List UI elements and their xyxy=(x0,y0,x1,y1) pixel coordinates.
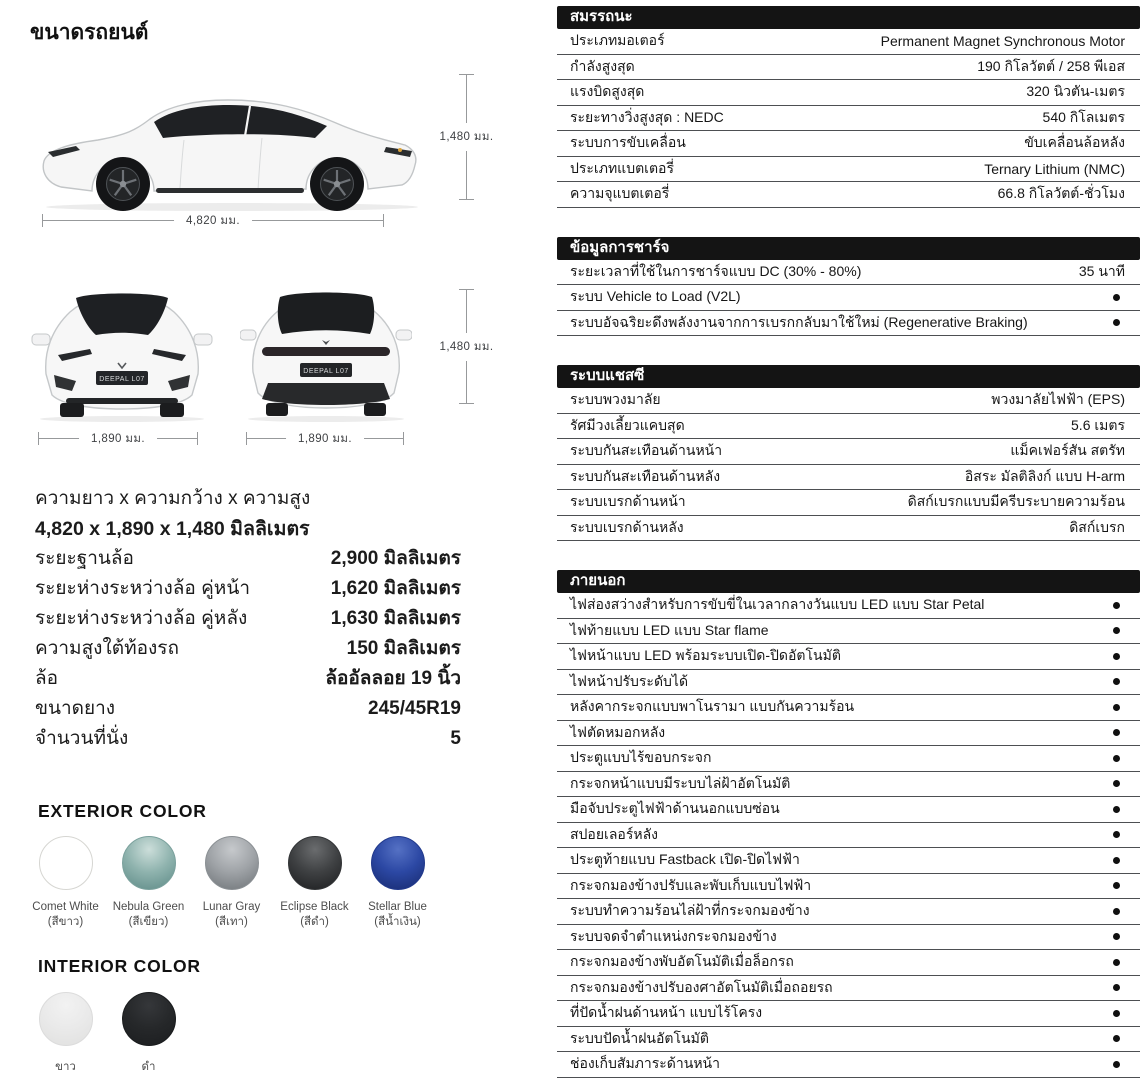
spec-row xyxy=(557,439,1140,465)
dim-label: 1,480 มม. xyxy=(437,333,497,361)
spec-label: ไฟท้ายแบบ LED แบบ Star flame xyxy=(570,621,769,638)
feature-dot xyxy=(1113,882,1120,889)
exterior-color-swatches xyxy=(24,836,439,930)
color-swatch-thai-name: (สีน้ำเงิน) xyxy=(374,916,421,928)
dimensions-values: 4,820 x 1,890 x 1,480 มิลลิเมตร xyxy=(35,518,310,540)
dim-label: 1,890 มม. xyxy=(79,430,157,448)
spec-row xyxy=(557,106,1140,132)
feature-dot xyxy=(1113,1010,1120,1017)
spec-row xyxy=(557,260,1140,286)
car-side-view-image xyxy=(34,64,434,216)
spec-value: 35 นาที xyxy=(1078,262,1125,279)
feature-dot xyxy=(1113,908,1120,915)
taillight-bar xyxy=(262,347,390,356)
spec-label: ระบบกันสะเทือนด้านหน้า xyxy=(570,442,723,459)
spec-label: ความจุแบตเตอรี่ xyxy=(570,185,670,202)
spec-label: กระจกมองข้างปรับองศาอัตโนมัติเมื่อถอยรถ xyxy=(570,978,833,995)
interior-color-title: INTERIOR COLOR xyxy=(38,956,201,976)
spec-section xyxy=(557,6,1140,208)
spec-row xyxy=(557,976,1140,1002)
dimension-row xyxy=(35,634,461,664)
spec-row xyxy=(557,182,1140,208)
spec-label: ระบบกันสะเทือนด้านหลัง xyxy=(570,467,721,484)
feature-dot xyxy=(1113,319,1120,326)
color-swatch xyxy=(24,992,107,1075)
license-plate-text: DEEPAL L07 xyxy=(99,376,145,383)
dimension-row xyxy=(35,664,461,694)
spec-label: ระยะทางวิ่งสูงสุด : NEDC xyxy=(570,108,724,125)
spec-row xyxy=(557,619,1140,645)
spec-row xyxy=(557,516,1140,542)
color-swatch-circle xyxy=(371,836,425,890)
spec-label: ประเภทมอเตอร์ xyxy=(570,32,665,49)
spec-row xyxy=(557,1001,1140,1027)
spec-label: หลังคากระจกแบบพาโนรามา แบบกันความร้อน xyxy=(570,698,855,715)
color-swatch-circle xyxy=(205,836,259,890)
spec-label: ระบบอัจฉริยะดึงพลังงานจากการเบรกกลับมาใช้ใหม่ (Regenerative Braking) xyxy=(570,313,1028,330)
spec-row xyxy=(557,695,1140,721)
spec-label: ระบบเบรกด้านหน้า xyxy=(570,493,686,510)
section-header: ระบบแชสซี xyxy=(557,365,1140,388)
spec-value: ขับเคลื่อนล้อหลัง xyxy=(1024,134,1125,151)
spec-label: ช่องเก็บสัมภาระด้านหน้า xyxy=(570,1055,720,1072)
dimension-value: ล้ออัลลอย 19 นิ้ว xyxy=(325,668,461,689)
dimension-row xyxy=(35,544,461,574)
spec-label: ระบบพวงมาลัย xyxy=(570,391,661,408)
spec-row xyxy=(557,1027,1140,1053)
dimension-label: ระยะฐานล้อ xyxy=(35,548,134,569)
dimension-row xyxy=(35,694,461,724)
taillight-accent xyxy=(398,148,402,152)
section-header: ภายนอก xyxy=(557,570,1140,593)
dimension-row xyxy=(35,574,461,604)
color-swatch-thai-name: (สีดำ) xyxy=(300,916,329,928)
dimension-label: จำนวนที่นั่ง xyxy=(35,728,129,749)
spec-label: สปอยเลอร์หลัง xyxy=(570,825,658,842)
dimension-value: 1,620 มิลลิเมตร xyxy=(330,578,461,599)
dimension-row xyxy=(35,724,461,754)
spec-label: ไฟส่องสว่างสำหรับการขับขี่ในเวลากลางวันแบบ LED แบบ Star Petal xyxy=(570,596,985,613)
dimension-value: 2,900 มิลลิเมตร xyxy=(330,548,461,569)
dimensions-panel xyxy=(35,484,461,754)
spec-row xyxy=(557,925,1140,951)
spec-label: ไฟหน้าปรับระดับได้ xyxy=(570,672,689,689)
spec-row xyxy=(557,490,1140,516)
spec-label: ไฟตัดหมอกหลัง xyxy=(570,723,666,740)
license-plate-text: DEEPAL L07 xyxy=(303,368,349,375)
color-swatch xyxy=(273,836,356,930)
color-swatch-name: ดำ xyxy=(141,1061,156,1073)
spec-row xyxy=(557,311,1140,337)
spec-section xyxy=(557,365,1140,541)
color-swatch-circle xyxy=(39,836,93,890)
car-shadow xyxy=(248,416,404,422)
car-shadow xyxy=(46,203,418,211)
spec-row xyxy=(557,593,1140,619)
color-swatch-name: Comet White xyxy=(32,901,99,913)
rear-glass xyxy=(278,293,374,335)
spec-value: 540 กิโลเมตร xyxy=(1042,108,1125,125)
color-swatch-circle xyxy=(288,836,342,890)
spec-value: ดิสก์เบรกแบบมีครีบระบายความร้อน xyxy=(907,493,1125,510)
spec-value: ดิสก์เบรก xyxy=(1069,518,1125,535)
feature-dot xyxy=(1113,806,1120,813)
spec-row xyxy=(557,644,1140,670)
feature-dot xyxy=(1113,678,1120,685)
feature-dot xyxy=(1113,857,1120,864)
feature-dot xyxy=(1113,653,1120,660)
page-title: ขนาดรถยนต์ xyxy=(30,21,149,44)
spec-row xyxy=(557,848,1140,874)
spec-row xyxy=(557,874,1140,900)
spec-label: ประตูแบบไร้ขอบกระจก xyxy=(570,749,712,766)
wheel-right xyxy=(364,403,386,416)
rocker-panel xyxy=(156,188,304,193)
spec-label: ระบบเบรกด้านหลัง xyxy=(570,518,684,535)
section-header: สมรรถนะ xyxy=(557,6,1140,29)
color-swatch-circle xyxy=(39,992,93,1046)
dimension-label: ความสูงใต้ท้องรถ xyxy=(35,638,179,659)
spec-label: ประตูท้ายแบบ Fastback เปิด-ปิดไฟฟ้า xyxy=(570,851,800,868)
dim-label: 1,890 มม. xyxy=(286,430,364,448)
spec-row xyxy=(557,55,1140,81)
spec-label: ที่ปัดน้ำฝนด้านหน้า แบบไร้โครง xyxy=(570,1004,763,1021)
spec-label: ไฟหน้าแบบ LED พร้อมระบบเปิด-ปิดอัตโนมัติ xyxy=(570,647,841,664)
feature-dot xyxy=(1113,831,1120,838)
spec-label: กำลังสูงสุด xyxy=(570,57,635,74)
feature-dot xyxy=(1113,984,1120,991)
dimension-value: 245/45R19 xyxy=(368,698,461,719)
spec-value: 320 นิวตัน-เมตร xyxy=(1026,83,1125,100)
spec-row xyxy=(557,131,1140,157)
color-swatch-name: Stellar Blue xyxy=(368,901,427,913)
bumper-lip xyxy=(66,398,178,404)
color-swatch-name: Eclipse Black xyxy=(280,901,349,913)
feature-dot xyxy=(1113,1061,1120,1068)
dim-label: 1,480 มม. xyxy=(437,123,497,151)
spec-value: Ternary Lithium (NMC) xyxy=(984,160,1125,177)
color-swatch-name: ขาว xyxy=(55,1061,76,1073)
dimension-label: ระยะห่างระหว่างล้อ คู่หน้า xyxy=(35,578,250,599)
spec-value: Permanent Magnet Synchronous Motor xyxy=(880,33,1125,50)
feature-dot xyxy=(1113,704,1120,711)
feature-dot xyxy=(1113,755,1120,762)
spec-label: มือจับประตูไฟฟ้าด้านนอกแบบซ่อน xyxy=(570,800,780,817)
spec-row xyxy=(557,721,1140,747)
car-front-view-image xyxy=(30,281,214,425)
spec-tables xyxy=(557,6,1140,1078)
spec-row xyxy=(557,950,1140,976)
dimension-label: ขนาดยาง xyxy=(35,698,116,719)
spec-value: 5.6 เมตร xyxy=(1071,416,1125,433)
spec-row xyxy=(557,772,1140,798)
spec-row xyxy=(557,285,1140,311)
spec-label: ระบบปัดน้ำฝนอัตโนมัติ xyxy=(570,1029,709,1046)
color-swatch-thai-name: (สีขาว) xyxy=(47,916,84,928)
exterior-color-title: EXTERIOR COLOR xyxy=(38,801,207,821)
wheel-left xyxy=(60,403,84,417)
spec-label: กระจกหน้าแบบมีระบบไล่ฝ้าอัตโนมัติ xyxy=(570,774,791,791)
spec-value: พวงมาลัยไฟฟ้า (EPS) xyxy=(991,391,1125,408)
dim-overall-width-front xyxy=(38,432,198,445)
spec-value: 190 กิโลวัตต์ / 258 พีเอส xyxy=(977,57,1125,74)
spec-label: กระจกมองข้างปรับและพับเก็บแบบไฟฟ้า xyxy=(570,876,812,893)
spec-section xyxy=(557,237,1140,337)
color-swatch xyxy=(24,836,107,930)
spec-value: แม็คเฟอร์สัน สตรัท xyxy=(1010,442,1125,459)
wheel-left xyxy=(266,403,288,416)
dimension-value: 150 มิลลิเมตร xyxy=(346,638,461,659)
spec-row xyxy=(557,29,1140,55)
dim-label: 4,820 มม. xyxy=(174,212,252,230)
color-swatch-circle xyxy=(122,992,176,1046)
feature-dot xyxy=(1113,1035,1120,1042)
spec-value: อิสระ มัลติลิงก์ แบบ H-arm xyxy=(964,467,1125,484)
feature-dot xyxy=(1113,933,1120,940)
feature-dot xyxy=(1113,627,1120,634)
spec-row xyxy=(557,388,1140,414)
dimension-label: ล้อ xyxy=(35,668,59,689)
color-swatch-circle xyxy=(122,836,176,890)
spec-label: ระบบการขับเคลื่อน xyxy=(570,134,686,151)
dimension-label: ระยะห่างระหว่างล้อ คู่หลัง xyxy=(35,608,248,629)
feature-dot xyxy=(1113,780,1120,787)
section-header: ข้อมูลการชาร์จ xyxy=(557,237,1140,260)
spec-row xyxy=(557,899,1140,925)
dimensions-heading: ความยาว x ความกว้าง x ความสูง xyxy=(35,488,311,509)
spec-value: 66.8 กิโลวัตต์-ชั่วโมง xyxy=(997,185,1125,202)
spec-label: ระบบ Vehicle to Load (V2L) xyxy=(570,288,741,305)
color-swatch-thai-name: (สีเขียว) xyxy=(128,916,169,928)
spec-row xyxy=(557,1052,1140,1078)
dim-overall-height-side xyxy=(439,74,494,200)
dim-overall-length xyxy=(42,214,384,227)
color-swatch xyxy=(356,836,439,930)
spec-row xyxy=(557,414,1140,440)
spec-label: แรงบิดสูงสุด xyxy=(570,83,645,100)
dim-overall-height-rear xyxy=(439,289,494,404)
feature-dot xyxy=(1113,959,1120,966)
front-wheel xyxy=(96,157,150,211)
spec-row xyxy=(557,157,1140,183)
spec-row xyxy=(557,670,1140,696)
feature-dot xyxy=(1113,602,1120,609)
dimensions-rows xyxy=(35,544,461,754)
spec-row xyxy=(557,746,1140,772)
feature-dot xyxy=(1113,729,1120,736)
color-swatch xyxy=(107,992,190,1075)
color-swatch-name: Lunar Gray xyxy=(202,901,261,913)
car-rear-view-image xyxy=(240,281,412,425)
spec-row xyxy=(557,797,1140,823)
interior-color-swatches xyxy=(24,992,190,1075)
spec-row xyxy=(557,80,1140,106)
spec-label: ประเภทแบตเตอรี่ xyxy=(570,159,674,176)
wheel-right xyxy=(160,403,184,417)
dim-overall-width-rear xyxy=(246,432,404,445)
spec-section xyxy=(557,570,1140,1078)
spec-label: กระจกมองข้างพับอัตโนมัติเมื่อล็อกรถ xyxy=(570,953,794,970)
color-swatch xyxy=(107,836,190,930)
color-swatch-name: Nebula Green xyxy=(112,901,185,913)
dimension-value: 1,630 มิลลิเมตร xyxy=(330,608,461,629)
spec-row xyxy=(557,465,1140,491)
feature-dot xyxy=(1113,294,1120,301)
spec-label: ระยะเวลาที่ใช้ในการชาร์จแบบ DC (30% - 80%) xyxy=(570,262,862,279)
dimension-row xyxy=(35,604,461,634)
color-swatch-thai-name: (สีเทา) xyxy=(215,916,248,928)
dimension-value: 5 xyxy=(450,728,461,749)
spec-label: ระบบจดจำตำแหน่งกระจกมองข้าง xyxy=(570,927,777,944)
spec-label: ระบบทำความร้อนไล่ฝ้าที่กระจกมองข้าง xyxy=(570,902,810,919)
spec-row xyxy=(557,823,1140,849)
rear-wheel xyxy=(310,157,364,211)
diffuser xyxy=(262,383,390,405)
spec-label: รัศมีวงเลี้ยวแคบสุด xyxy=(570,416,685,433)
color-swatch xyxy=(190,836,273,930)
